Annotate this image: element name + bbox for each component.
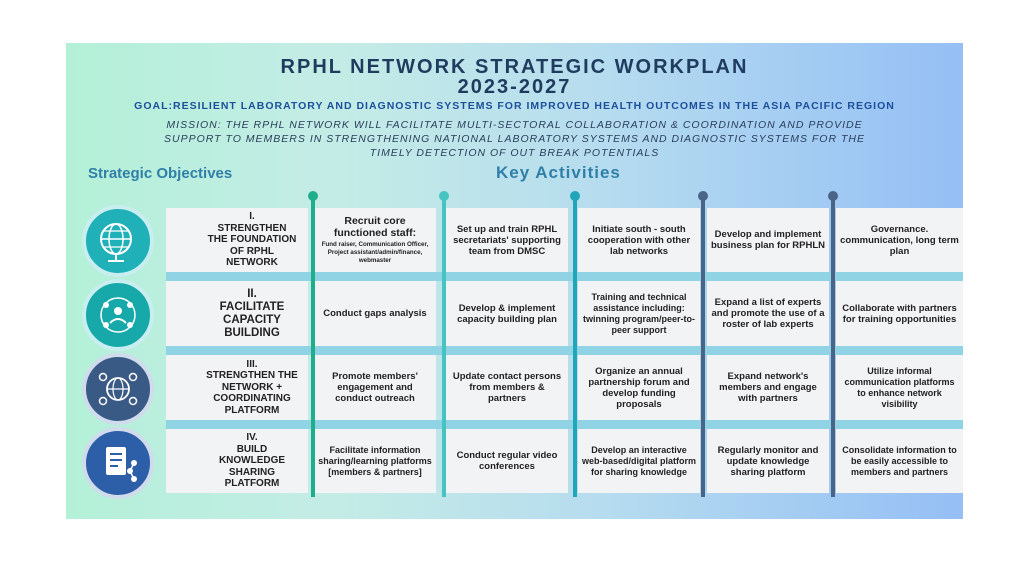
objective-row-4: [66, 429, 963, 493]
objective-number: I.: [249, 211, 255, 223]
activity-cell: Initiate south - south cooperation with other lab networks: [578, 208, 700, 272]
objective-text: CAPACITY: [223, 313, 281, 326]
activity-cell: Collaborate with partners for training opportunities: [836, 281, 963, 346]
row-label-pad: [166, 355, 196, 420]
objective-text: COORDINATING: [213, 393, 291, 405]
objective-row-1: [66, 208, 963, 272]
activity-cell: Governance. communication, long term plan: [836, 208, 963, 272]
strategic-objectives-header: Strategic Objectives: [88, 165, 233, 182]
activity-cell: Regularly monitor and update knowledge sharing platform: [707, 429, 829, 493]
workplan-poster: [66, 43, 963, 519]
timeline-dot: [439, 191, 449, 201]
activity-subtext: Fund raiser, Communication Officer, Project assistant/admin/finance, webmaster: [321, 241, 429, 264]
title-line-1: RPHL NETWORK STRATEGIC WORKPLAN: [280, 56, 749, 78]
key-activities-header: Key Activities: [496, 163, 621, 182]
timeline-line: [442, 195, 446, 497]
row-separator: [166, 420, 963, 429]
activity-cell: Facilitate information sharing/learning platforms [members & partners]: [314, 429, 436, 493]
row-separator: [166, 272, 963, 281]
activity-cell: Conduct regular video conferences: [446, 429, 568, 493]
row-label-pad: [166, 429, 196, 493]
objective-text: BUILDING: [224, 326, 280, 339]
activity-cell: Promote members' engagement and conduct outreach: [314, 355, 436, 420]
goal-statement: GOAL:RESILIENT LABORATORY AND DIAGNOSTIC SYSTEMS FOR IMPROVED HEALTH OUTCOMES IN THE ASIA PACIFIC REGION: [134, 100, 895, 112]
row-label-pad: [166, 208, 196, 272]
objective-text: THE FOUNDATION: [207, 234, 297, 246]
timeline-dot: [698, 191, 708, 201]
mission-line: TIMELY DETECTION OF OUT BREAK POTENTIALS: [369, 147, 660, 159]
title-line-2: 2023-2027: [457, 76, 572, 98]
objective-text: BUILD: [236, 443, 268, 455]
objective-text: OF RPHL: [230, 245, 274, 257]
objective-number: IV.: [246, 432, 258, 444]
activity-cell: Consolidate information to be easily accessible to members and partners: [836, 429, 963, 493]
objective-label: [196, 429, 308, 493]
activity-cell: Develop an interactive web-based/digital platform for sharing knowledge: [578, 429, 700, 493]
objective-text: FACILITATE: [219, 300, 285, 313]
activity-cell: Utilize informal communication platforms to enhance network visibility: [836, 355, 963, 420]
timeline-line: [831, 195, 835, 497]
timeline-dot: [570, 191, 580, 201]
objective-label: [196, 281, 308, 346]
objective-text: NETWORK: [226, 257, 278, 269]
activity-text: Recruit core functioned staff:: [333, 215, 417, 239]
objective-number: III.: [246, 358, 258, 370]
activity-cell: Develop & implement capacity building plan: [446, 281, 568, 346]
objective-text: PLATFORM: [224, 404, 280, 416]
activity-cell: Update contact persons from members & partners: [446, 355, 568, 420]
mission-line: SUPPORT TO MEMBERS IN STRENGTHENING NATIONAL LABORATORY SYSTEMS AND DIAGNOSTIC SYSTEMS FOR THE: [164, 133, 865, 145]
objective-label: [196, 355, 308, 420]
network-globe-icon: [82, 353, 154, 425]
mission-statement: [86, 118, 943, 160]
timeline-line: [573, 195, 577, 497]
objective-text: STRENGTHEN: [217, 222, 287, 234]
objective-text: PLATFORM: [224, 478, 280, 490]
objective-text: STRENGTHEN THE: [206, 370, 298, 382]
objective-text: SHARING: [228, 466, 276, 478]
timeline-dot: [828, 191, 838, 201]
team-network-icon: [82, 279, 154, 351]
activity-cell: Organize an annual partnership forum and develop funding proposals: [578, 355, 700, 420]
objective-number: II.: [247, 287, 257, 300]
timeline-line: [701, 195, 705, 497]
timeline-line: [311, 195, 315, 497]
activity-cell: Set up and train RPHL secretariats' supporting team from DMSC: [446, 208, 568, 272]
document-share-icon: [82, 427, 154, 499]
activity-cell: Expand a list of experts and promote the use of a roster of lab experts: [707, 281, 829, 346]
activity-cell: Expand network's members and engage with partners: [707, 355, 829, 420]
timeline-dot: [308, 191, 318, 201]
objective-row-2: [66, 281, 963, 346]
globe-icon: [82, 205, 154, 277]
objective-label: [196, 208, 308, 272]
objective-text: KNOWLEDGE: [218, 455, 286, 467]
activity-cell: Training and technical assistance including: twinning program/peer-to-peer support: [578, 281, 700, 346]
objective-row-3: [66, 355, 963, 420]
activity-cell: Conduct gaps analysis: [314, 281, 436, 346]
row-separator: [166, 346, 963, 355]
mission-line: MISSION: THE RPHL NETWORK WILL FACILITATE MULTI-SECTORAL COLLABORATION & COORDINATION AND PROVIDE: [166, 119, 863, 131]
objective-text: NETWORK +: [221, 381, 283, 393]
activity-cell: [314, 208, 436, 272]
activity-cell: Develop and implement business plan for RPHLN: [707, 208, 829, 272]
row-label-pad: [166, 281, 196, 346]
